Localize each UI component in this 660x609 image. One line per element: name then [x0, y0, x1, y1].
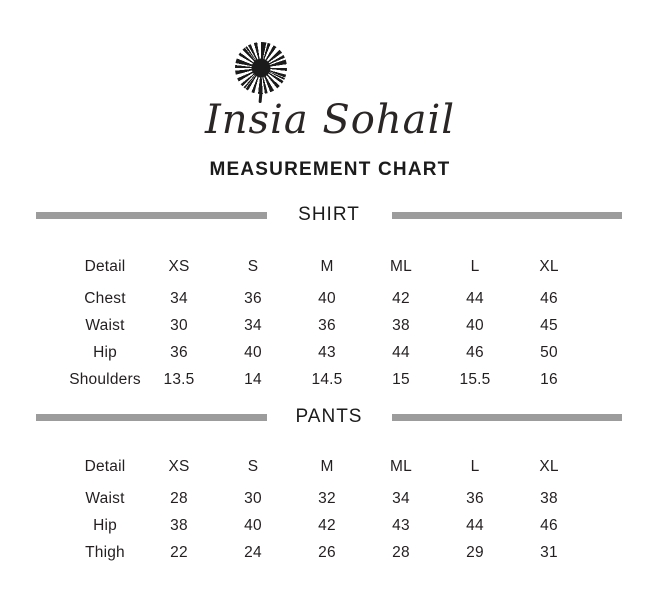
shirt-size-table: [68, 251, 586, 393]
value-cell: 46: [540, 289, 558, 307]
value-cell: 14.5: [311, 370, 343, 388]
value-cell: 38: [170, 516, 188, 534]
value-cell: 38: [392, 316, 410, 334]
table-row-shoulders: [68, 366, 586, 393]
table-row-hip: [68, 512, 586, 539]
value-cell: 34: [170, 289, 188, 307]
value-cell: 45: [540, 316, 558, 334]
value-cell: 36: [318, 316, 336, 334]
pants-column-header-row: [68, 451, 586, 482]
divider-bar-left: [36, 212, 267, 219]
value-cell: 36: [170, 343, 188, 361]
value-cell: 31: [540, 543, 558, 561]
value-cell: 44: [392, 343, 410, 361]
table-row-waist: [68, 485, 586, 512]
value-cell: 16: [540, 370, 558, 388]
divider-bar-right: [392, 212, 623, 219]
table-row-waist: [68, 312, 586, 339]
column-header-s: S: [247, 257, 259, 275]
value-cell: 43: [392, 516, 410, 534]
flower-burst-petals: [235, 42, 287, 94]
column-header-xl: XL: [539, 457, 559, 475]
row-label: Hip: [93, 516, 117, 534]
value-cell: 40: [244, 343, 262, 361]
value-cell: 34: [244, 316, 262, 334]
divider-bar-right: [392, 414, 623, 421]
divider-bar-left: [36, 414, 267, 421]
value-cell: 26: [318, 543, 336, 561]
value-cell: 36: [466, 489, 484, 507]
table-row-hip: [68, 339, 586, 366]
row-label: Thigh: [85, 543, 125, 561]
value-cell: 40: [244, 516, 262, 534]
value-cell: 13.5: [163, 370, 195, 388]
value-cell: 42: [392, 289, 410, 307]
column-header-xl: XL: [539, 257, 559, 275]
value-cell: 50: [540, 343, 558, 361]
table-row-chest: [68, 285, 586, 312]
value-cell: 24: [244, 543, 262, 561]
value-cell: 38: [540, 489, 558, 507]
brand-name: Insia Sohail: [204, 97, 456, 143]
value-cell: 30: [170, 316, 188, 334]
value-cell: 28: [392, 543, 410, 561]
column-header-ml: ML: [390, 457, 412, 475]
pants-section-title: PANTS: [295, 406, 363, 427]
row-label: Waist: [85, 316, 125, 334]
value-cell: 29: [466, 543, 484, 561]
value-cell: 28: [170, 489, 188, 507]
value-cell: 36: [244, 289, 262, 307]
value-cell: 44: [466, 516, 484, 534]
value-cell: 42: [318, 516, 336, 534]
shirt-section-header: [36, 203, 622, 227]
column-header-s: S: [247, 457, 259, 475]
value-cell: 22: [170, 543, 188, 561]
column-header-l: L: [470, 257, 480, 275]
pants-size-table: [68, 451, 586, 566]
value-cell: 40: [318, 289, 336, 307]
row-label: Waist: [85, 489, 125, 507]
page-title: MEASUREMENT CHART: [209, 159, 451, 180]
value-cell: 15.5: [459, 370, 491, 388]
value-cell: 46: [540, 516, 558, 534]
value-cell: 43: [318, 343, 336, 361]
table-row-thigh: [68, 539, 586, 566]
shirt-column-header-row: [68, 251, 586, 282]
column-header-ml: ML: [390, 257, 412, 275]
value-cell: 30: [244, 489, 262, 507]
value-cell: 40: [466, 316, 484, 334]
value-cell: 15: [392, 370, 410, 388]
value-cell: 44: [466, 289, 484, 307]
row-label: Hip: [93, 343, 117, 361]
column-header-xs: XS: [168, 457, 190, 475]
column-header-m: M: [320, 457, 334, 475]
value-cell: 46: [466, 343, 484, 361]
column-header-m: M: [320, 257, 334, 275]
value-cell: 34: [392, 489, 410, 507]
shirt-section-title: SHIRT: [298, 204, 360, 225]
pants-section-header: [36, 405, 622, 429]
column-header-xs: XS: [168, 257, 190, 275]
row-label: Shoulders: [69, 370, 141, 388]
value-cell: 32: [318, 489, 336, 507]
column-header-detail: Detail: [84, 257, 126, 275]
value-cell: 14: [244, 370, 262, 388]
column-header-detail: Detail: [84, 457, 126, 475]
row-label: Chest: [84, 289, 126, 307]
column-header-l: L: [470, 457, 480, 475]
